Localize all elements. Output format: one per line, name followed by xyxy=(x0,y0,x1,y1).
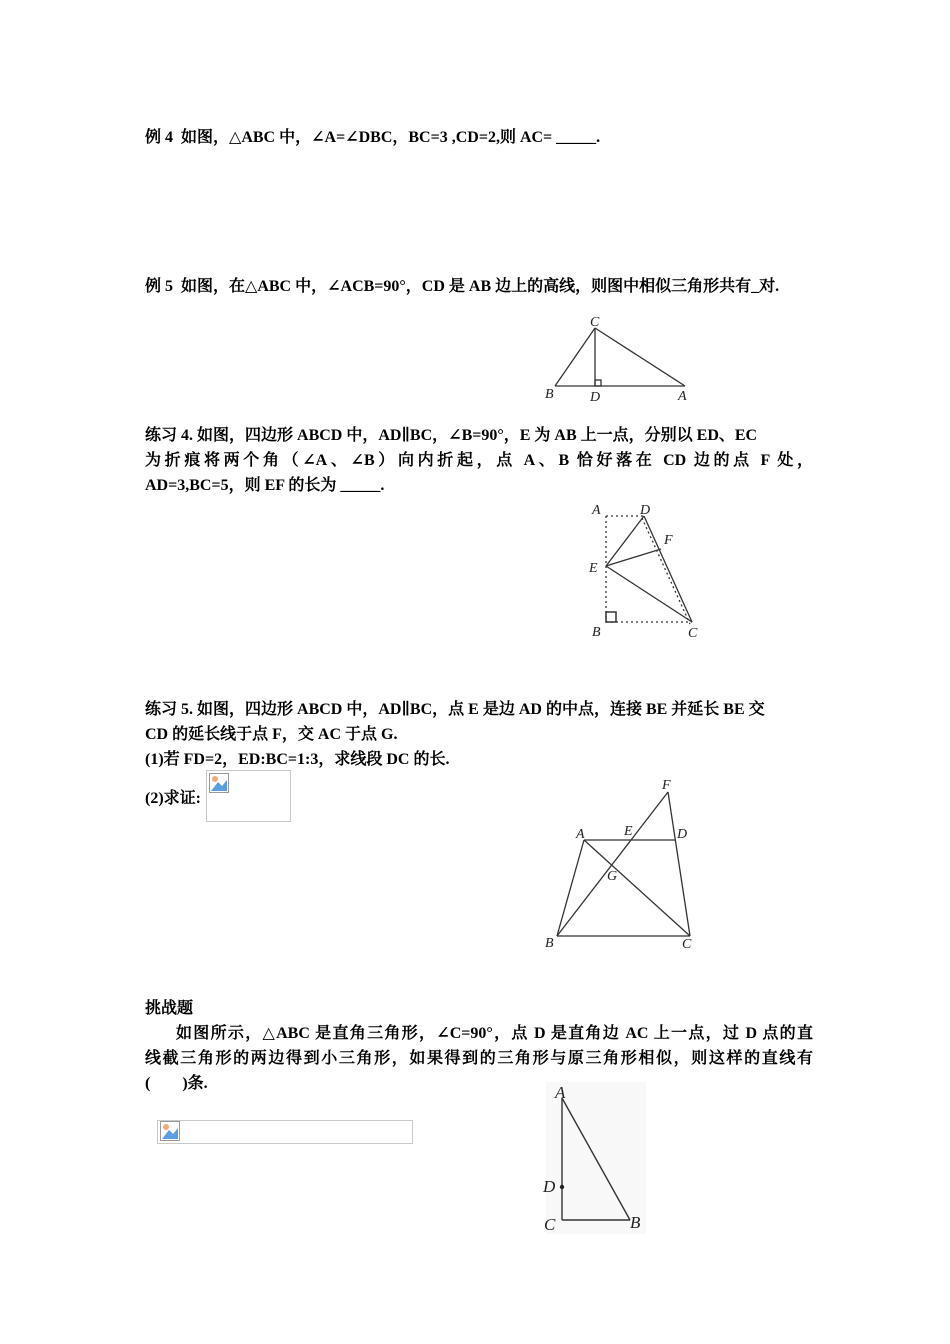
label-e: E xyxy=(624,824,633,839)
broken-image-placeholder xyxy=(206,770,291,822)
challenge-line-3: ( )条. xyxy=(145,1075,208,1092)
segment-bc xyxy=(555,328,595,386)
segment-bf xyxy=(557,792,668,936)
label-e: E xyxy=(589,561,598,576)
label-d: D xyxy=(590,390,601,405)
practice-5-figure xyxy=(540,772,705,952)
label-b: B xyxy=(545,936,554,951)
label-f: F xyxy=(664,533,673,548)
label-a: A xyxy=(592,503,601,518)
example-4-text xyxy=(145,125,600,150)
practice-5-line-1 xyxy=(145,697,765,722)
example-5-text xyxy=(145,274,779,299)
challenge-line-2: 线截三角形的两边得到小三角形，如果得到的三角形与原三角形相似，则这样的直线有 xyxy=(145,1050,813,1067)
example-5-question: 如图，在△ABC 中，∠ACB=90°，CD 是 AB 边上的高线，则图中相似三角形共有_对. xyxy=(181,278,780,295)
label-c: C xyxy=(590,315,600,330)
label-b: B xyxy=(630,1213,641,1232)
label-f: F xyxy=(662,778,671,793)
segment-ac xyxy=(584,840,690,936)
practice-4-text-1: 如图，四边形 ABCD 中，AD∥BC，∠B=90°，E 为 AB 上一点，分别以 ED、EC xyxy=(197,427,758,444)
label-g: G xyxy=(607,869,618,884)
segment-ab xyxy=(557,840,584,936)
example-4-question: 如图，△ABC 中，∠A=∠DBC，BC=3 ,CD=2,则 AC= _____. xyxy=(181,129,601,146)
practice-4-line-3: AD=3,BC=5，则 EF 的长为 _____. xyxy=(145,477,385,494)
label-c: C xyxy=(544,1215,556,1234)
practice-5-text-1: 如图，四边形 ABCD 中，AD∥BC，点 E 是边 AD 的中点，连接 BE 并延长 BE 交 xyxy=(197,701,765,718)
practice-4-figure xyxy=(582,496,712,646)
challenge-figure xyxy=(538,1082,648,1237)
label-c: C xyxy=(688,626,698,641)
label-b: B xyxy=(545,387,554,402)
label-b: B xyxy=(592,625,601,640)
example-4-label: 例 4 xyxy=(145,129,174,146)
segment-ed xyxy=(606,516,644,566)
practice-4-label: 练习 4. xyxy=(145,427,194,444)
right-angle-mark xyxy=(606,612,616,622)
example-5-label: 例 5 xyxy=(145,278,174,295)
broken-image-icon xyxy=(160,1121,180,1141)
segment-fc xyxy=(668,792,690,936)
label-a: A xyxy=(576,827,585,842)
practice-5-label: 练习 5. xyxy=(145,701,194,718)
segment-ca xyxy=(595,328,685,386)
label-c: C xyxy=(682,937,692,952)
challenge-title: 挑战题 xyxy=(145,1000,194,1017)
practice-4-line-1 xyxy=(145,423,757,448)
broken-image-icon xyxy=(209,773,229,793)
segment-ef xyxy=(606,549,661,566)
example-5-figure xyxy=(540,312,700,404)
practice-4-line-2: 为折痕将两个角（∠A、∠B）向内折起，点 A、B 恰好落在 CD 边的点 F 处， xyxy=(145,452,813,469)
label-a: A xyxy=(678,389,687,404)
broken-image-placeholder-2 xyxy=(157,1120,413,1144)
label-d: D xyxy=(677,827,688,842)
right-angle-mark xyxy=(595,380,601,386)
label-a: A xyxy=(555,1083,566,1102)
practice-5-question-1: (1)若 FD=2，ED:BC=1:3，求线段 DC 的长. xyxy=(145,751,450,768)
label-d: D xyxy=(543,1177,556,1196)
practice-5-line-2: CD 的延长线于点 F，交 AC 于点 G. xyxy=(145,726,398,743)
point-d xyxy=(560,1185,564,1189)
practice-5-question-2: (2)求证: xyxy=(145,790,201,807)
label-d: D xyxy=(640,503,651,518)
challenge-line-1: 如图所示，△ABC 是直角三角形，∠C=90°，点 D 是直角边 AC 上一点，过 D 点的直 xyxy=(176,1025,813,1042)
